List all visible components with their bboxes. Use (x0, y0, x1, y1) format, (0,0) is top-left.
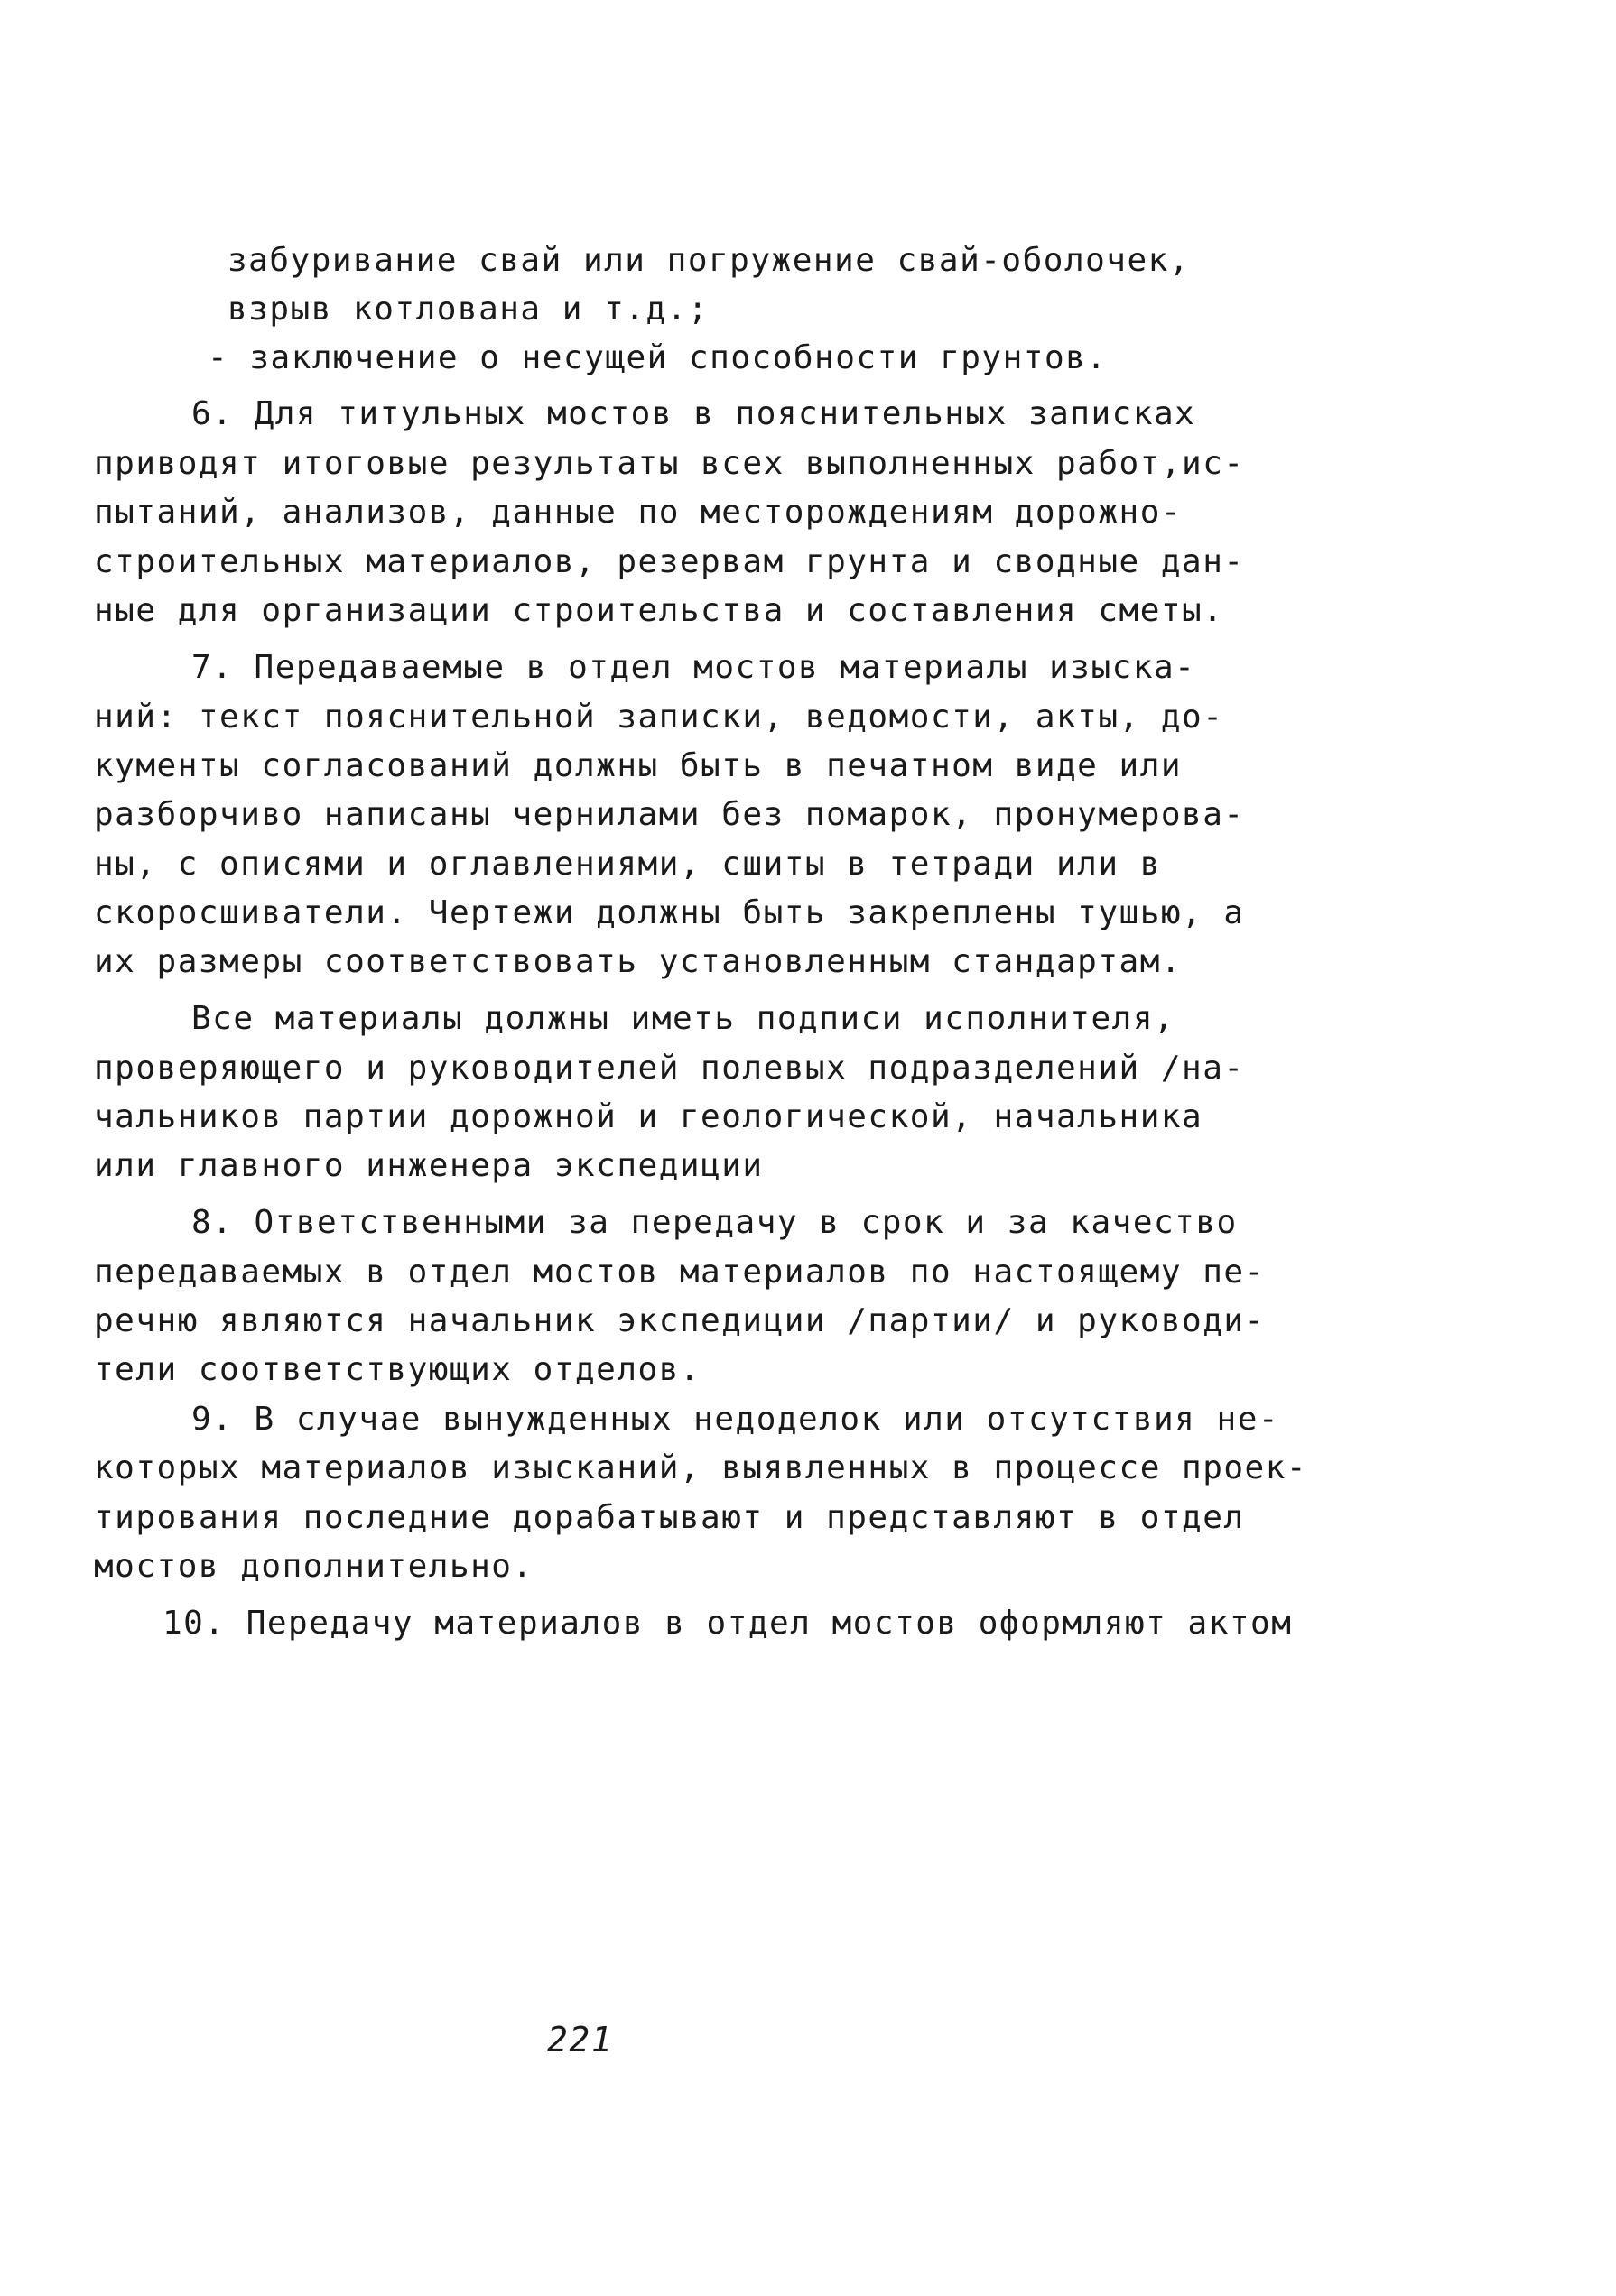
text-line: пытаний, анализов, данные по месторождениям дорожно- (94, 494, 1183, 531)
text-line: взрыв котлована и т.д.; (228, 291, 709, 328)
page-number: 221 (547, 2020, 614, 2060)
text-line: скоросшиватели. Чертежи должны быть закреплены тушью, а (94, 894, 1245, 931)
text-line: или главного инженера экспедиции (94, 1147, 764, 1184)
text-line: 9. В случае вынужденных недоделок или отсутствия не- (191, 1401, 1280, 1438)
text-line: ний: текст пояснительной записки, ведомости, акты, до- (94, 699, 1224, 736)
text-line: забуривание свай или погружение свай-оболочек, (228, 242, 1190, 279)
text-line: 6. Для титульных мостов в пояснительных записках (191, 395, 1196, 432)
text-line: разборчиво написаны чернилами без помарок, пронумерова- (94, 796, 1245, 833)
text-line: ные для организации строительства и составления сметы. (94, 592, 1224, 629)
text-line: тирования последние дорабатывают и представляют в отдел (94, 1499, 1245, 1536)
text-line: проверяющего и руководителей полевых подразделений /на- (94, 1050, 1245, 1087)
text-line: тели соответствующих отделов. (94, 1351, 701, 1388)
text-line: приводят итоговые результаты всех выполненных работ,ис- (94, 445, 1245, 482)
text-line: 7. Передаваемые в отдел мостов материалы изыска- (191, 649, 1196, 686)
text-line: 8. Ответственными за передачу в срок и за качество (191, 1204, 1238, 1241)
text-line: которых материалов изысканий, выявленных в процессе проек- (94, 1449, 1308, 1486)
text-line: - заключение о несущей способности грунтов. (208, 339, 1108, 376)
text-line: Все материалы должны иметь подписи исполнителя, (191, 1000, 1175, 1037)
text-line: строительных материалов, резервам грунта и сводные дан- (94, 543, 1245, 580)
text-line: речню являются начальник экспедиции /партии/ и руководи- (94, 1302, 1266, 1339)
text-line: 10. Передачу материалов в отдел мостов оформляют актом (163, 1605, 1293, 1642)
text-line: передаваемых в отдел мостов материалов по настоящему пе- (94, 1254, 1266, 1291)
text-line: чальников партии дорожной и геологической, начальника (94, 1098, 1203, 1135)
text-line: кументы согласований должны быть в печатном виде или (94, 747, 1183, 784)
text-line: их размеры соответствовать установленным стандартам. (94, 943, 1183, 980)
text-line: мостов дополнительно. (94, 1548, 534, 1585)
text-line: ны, с описями и оглавлениями, сшиты в тетради или в (94, 846, 1161, 883)
